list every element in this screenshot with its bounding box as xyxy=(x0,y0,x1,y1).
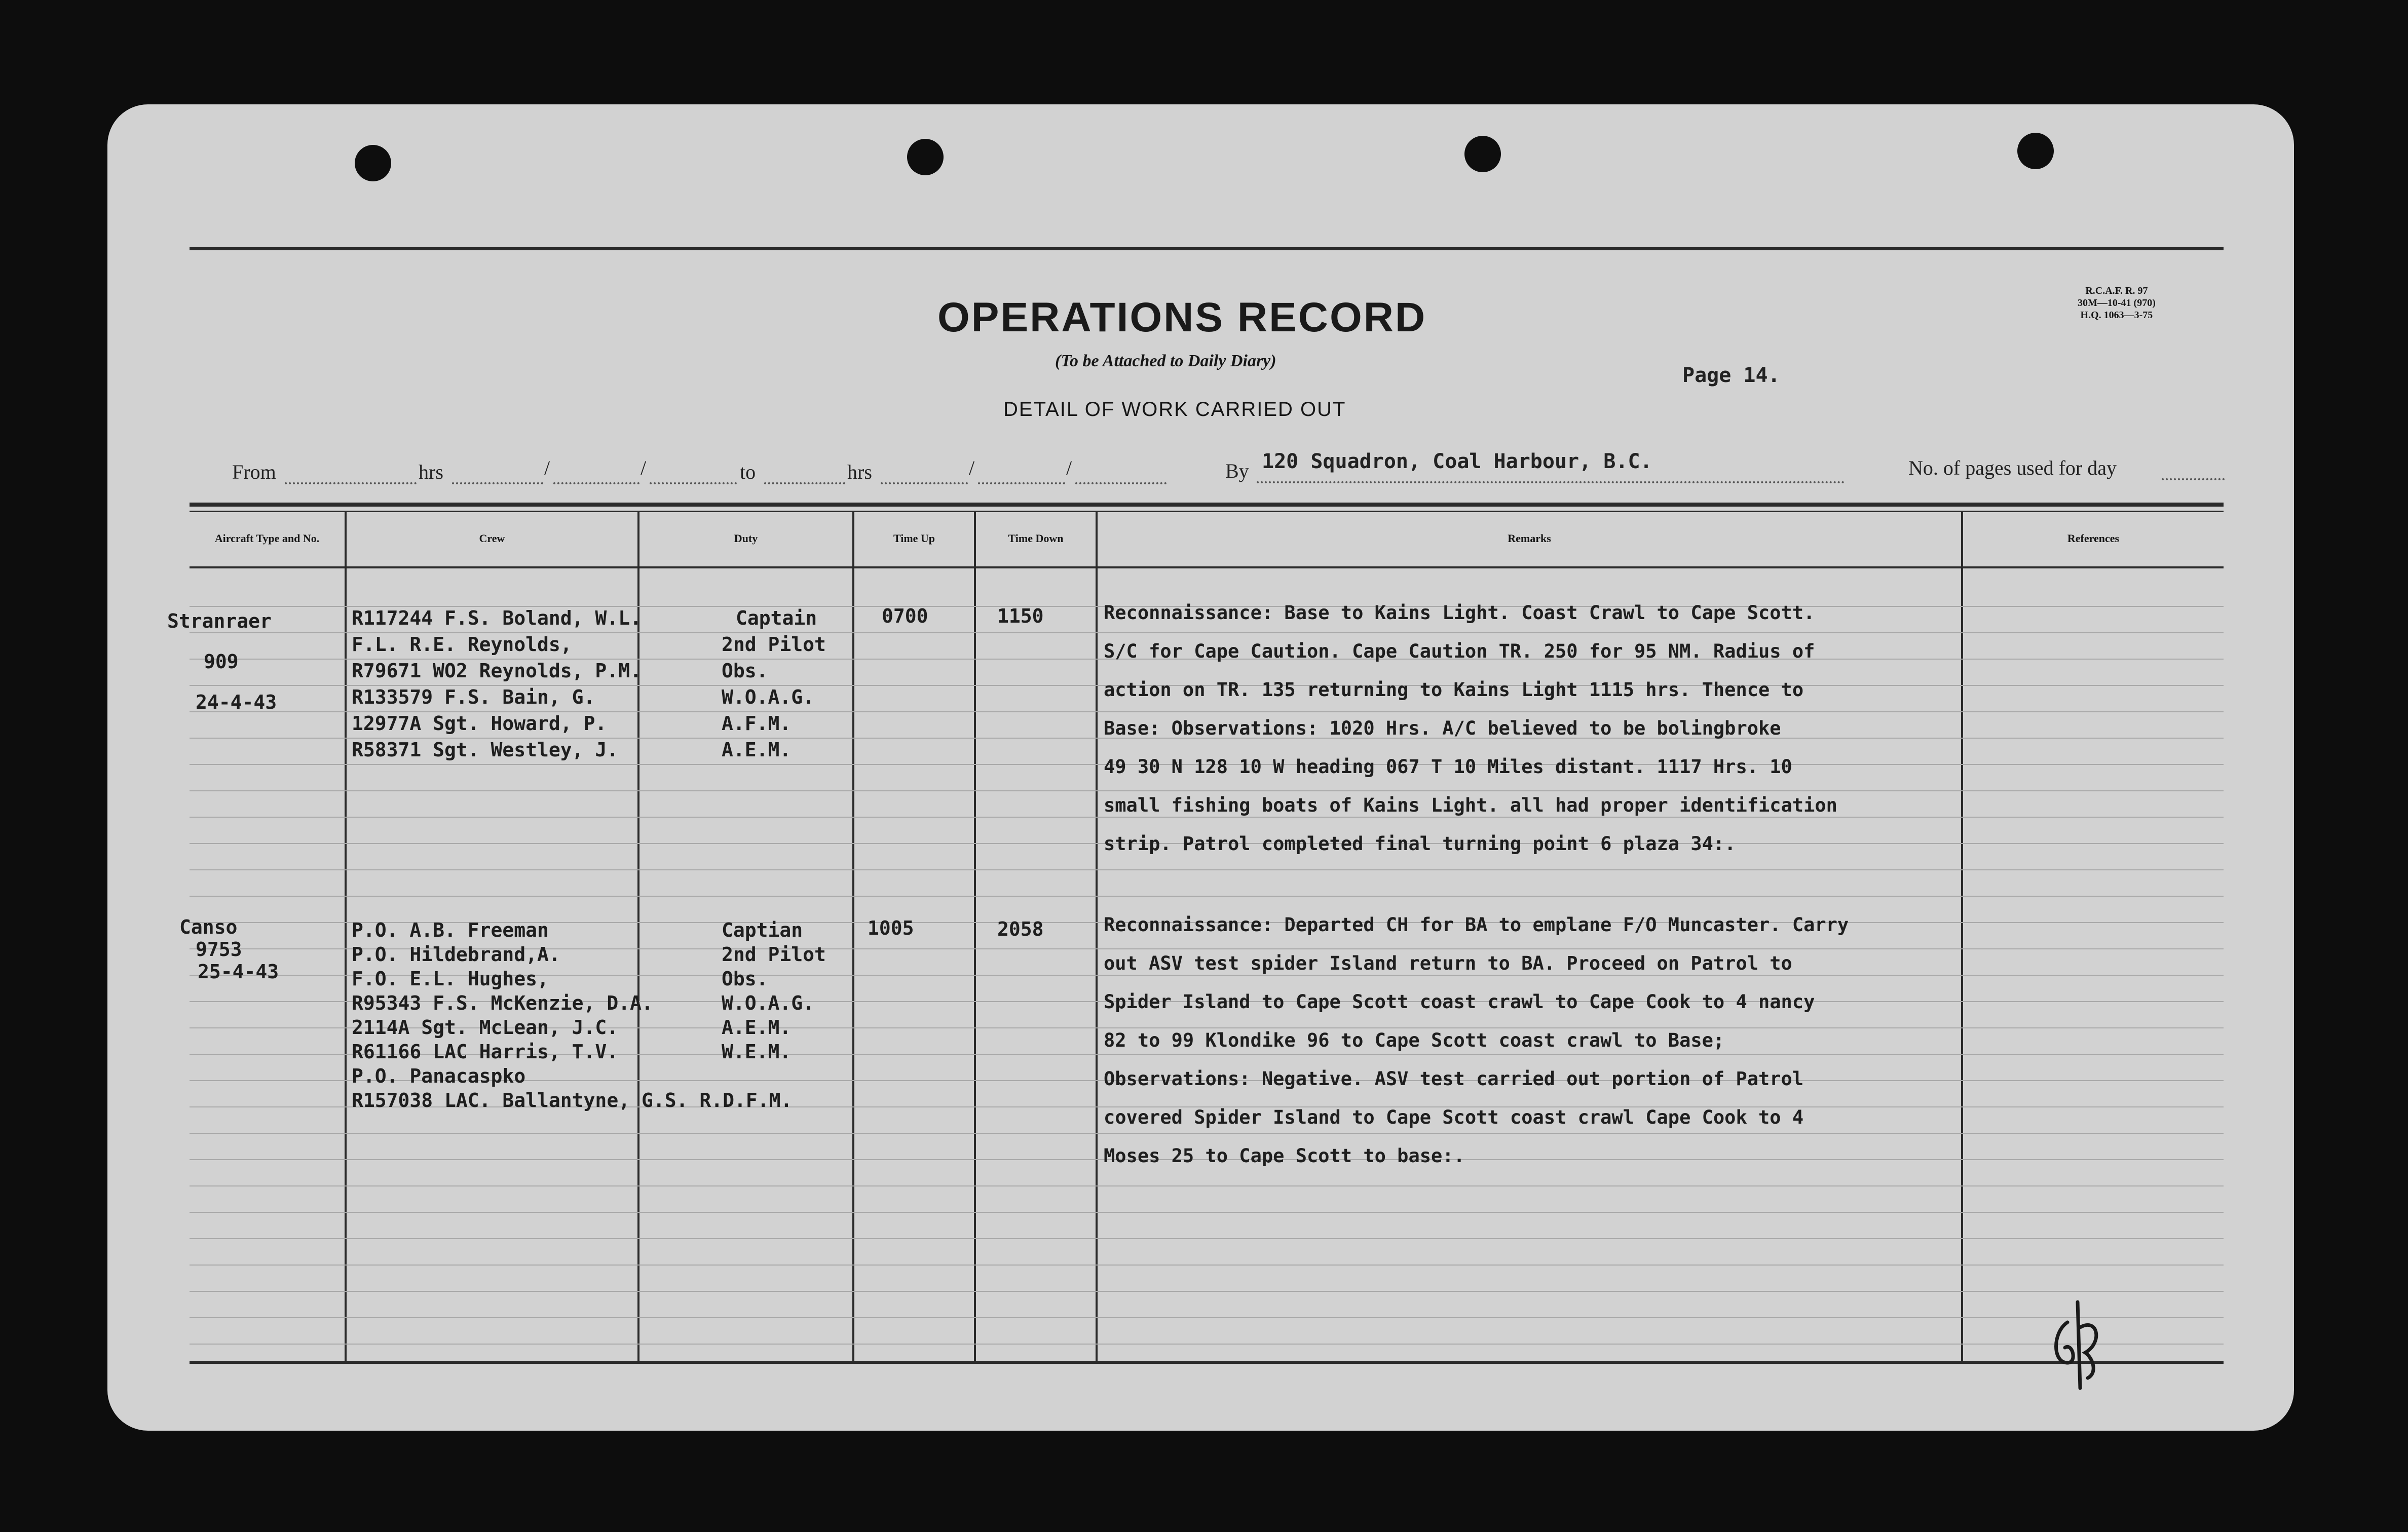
row-guide-line xyxy=(190,1238,2224,1239)
crew-member: R133579 F.S. Bain, G. xyxy=(352,686,595,708)
duty-cell xyxy=(722,918,826,1064)
column-divider xyxy=(1961,511,1963,1362)
crew-member: R61166 LAC Harris, T.V. xyxy=(352,1041,619,1063)
remark-line: 49 30 N 128 10 W heading 067 T 10 Miles distant. 1117 Hrs. 10 xyxy=(1104,756,1792,778)
by-dots xyxy=(1257,481,1845,483)
row-guide-line xyxy=(190,1317,2224,1318)
crew-member: P.O. Panacaspko xyxy=(352,1065,526,1087)
column-divider xyxy=(974,511,976,1362)
crew-member: R79671 WO2 Reynolds, P.M. xyxy=(352,660,642,682)
hrs2-dots xyxy=(881,482,968,484)
pages-label: No. of pages used for day xyxy=(1908,456,2117,479)
detail-heading: DETAIL OF WORK CARRIED OUT xyxy=(1003,398,1346,420)
duty-item: 2nd Pilot xyxy=(722,633,826,656)
crew-member: P.O. A.B. Freeman xyxy=(352,919,549,941)
time-up: 0700 xyxy=(882,605,928,627)
duty-item: W.O.A.G. xyxy=(722,992,815,1014)
signature-mark xyxy=(2037,1287,2118,1398)
duty-item: A.E.M. xyxy=(722,1016,792,1039)
to-dots xyxy=(764,482,845,484)
remark-line: S/C for Cape Caution. Cape Caution TR. 250 for 95 NM. Radius of xyxy=(1104,640,1815,662)
by-label: By xyxy=(1225,459,1249,482)
column-divider xyxy=(1096,511,1098,1362)
crew-member: P.O. Hildebrand,A. xyxy=(352,943,560,966)
aircraft-type: Stranraer xyxy=(167,610,272,632)
form-code-line: R.C.A.F. R. 97 xyxy=(2085,285,2148,296)
aircraft-number: 9753 xyxy=(196,938,242,961)
remark-line: out ASV test spider Island return to BA. Proceed on Patrol to xyxy=(1104,952,1792,974)
row-guide-line xyxy=(190,1344,2224,1345)
time-up: 1005 xyxy=(868,917,914,939)
crew-member: 2114A Sgt. McLean, J.C. xyxy=(352,1016,619,1039)
column-header: References xyxy=(2067,532,2120,545)
page-number: Page 14. xyxy=(1682,364,1780,387)
duty-item: Captain xyxy=(736,607,817,629)
pages-dots xyxy=(2162,478,2225,480)
row-guide-line xyxy=(190,1291,2224,1292)
date-dots xyxy=(553,482,639,484)
crew-cell xyxy=(352,605,642,763)
aircraft-cell xyxy=(167,601,277,722)
duty-item: 2nd Pilot xyxy=(722,943,826,966)
from-dots xyxy=(285,482,417,484)
duty-item: W.E.M. xyxy=(722,1041,792,1063)
remark-line: 82 to 99 Klondike 96 to Cape Scott coast crawl to Base; xyxy=(1104,1029,1725,1051)
remarks-cell xyxy=(1104,906,1849,1175)
row-guide-line xyxy=(190,1212,2224,1213)
duty-item: Obs. xyxy=(722,660,768,682)
table-top-rule xyxy=(190,503,2224,507)
punch-hole-icon xyxy=(355,145,391,181)
remark-line: Spider Island to Cape Scott coast crawl to Cape Cook to 4 nancy xyxy=(1104,991,1815,1013)
form-code-line: H.Q. 1063—3-75 xyxy=(2080,310,2153,321)
remark-line: Moses 25 to Cape Scott to base:. xyxy=(1104,1145,1465,1167)
remark-line: covered Spider Island to Cape Scott coast crawl Cape Cook to 4 xyxy=(1104,1106,1804,1128)
table-bottom-rule xyxy=(190,1361,2224,1364)
by-value: 120 Squadron, Coal Harbour, B.C. xyxy=(1262,450,1652,473)
column-header: Time Down xyxy=(1008,532,1064,545)
column-header: Duty xyxy=(734,532,758,545)
header-bottom-rule xyxy=(190,566,2224,568)
table-top-rule-thin xyxy=(190,511,2224,512)
column-header: Aircraft Type and No. xyxy=(214,532,320,545)
date-separator: / xyxy=(1066,456,1072,479)
remark-line: Reconnaissance: Base to Kains Light. Coast Crawl to Cape Scott. xyxy=(1104,602,1815,624)
form-code xyxy=(2078,285,2156,321)
top-rule xyxy=(190,247,2224,250)
date-separator: / xyxy=(969,456,975,479)
aircraft-number: 909 xyxy=(204,650,239,673)
duty-item: A.E.M. xyxy=(722,739,792,761)
remark-line: small fishing boats of Kains Light. all had proper identification xyxy=(1104,794,1837,816)
column-header: Crew xyxy=(479,532,505,545)
row-guide-line xyxy=(190,1265,2224,1266)
row-guide-line xyxy=(190,869,2224,870)
date-separator: / xyxy=(641,456,647,479)
crew-member: 12977A Sgt. Howard, P. xyxy=(352,712,607,735)
date-dots xyxy=(978,482,1065,484)
aircraft-type: Canso xyxy=(179,916,238,938)
crew-member: F.L. R.E. Reynolds, xyxy=(352,633,572,656)
crew-member: R58371 Sgt. Westley, J. xyxy=(352,739,619,761)
remark-line: strip. Patrol completed final turning point 6 plaza 34:. xyxy=(1104,833,1736,855)
remark-line: action on TR. 135 returning to Kains Light 1115 hrs. Thence to xyxy=(1104,679,1804,701)
time-down: 1150 xyxy=(997,605,1044,627)
remark-line: Base: Observations: 1020 Hrs. A/C believed to be bolingbroke xyxy=(1104,717,1781,739)
row-guide-line xyxy=(190,1185,2224,1186)
duty-item: W.O.A.G. xyxy=(722,686,815,708)
time-down: 2058 xyxy=(997,918,1044,940)
hrs-label: hrs xyxy=(419,461,443,483)
duty-item: A.F.M. xyxy=(722,712,792,735)
column-header: Remarks xyxy=(1508,532,1551,545)
page-title: OPERATIONS RECORD xyxy=(937,294,1427,340)
crew-member: F.O. E.L. Hughes, xyxy=(352,968,549,990)
remark-line: Observations: Negative. ASV test carried out portion of Patrol xyxy=(1104,1068,1804,1090)
column-divider xyxy=(852,511,854,1362)
column-divider xyxy=(345,511,347,1362)
duty-item: Captian xyxy=(722,919,803,941)
crew-member: R95343 F.S. McKenzie, D.A. xyxy=(352,992,653,1014)
hrs2-label: hrs xyxy=(847,461,872,483)
aircraft-date: 24-4-43 xyxy=(196,691,277,713)
punch-hole-icon xyxy=(1464,136,1501,172)
page-subtitle: (To be Attached to Daily Diary) xyxy=(1055,352,1276,370)
remark-line: Reconnaissance: Departed CH for BA to emplane F/O Muncaster. Carry xyxy=(1104,914,1849,936)
remarks-cell xyxy=(1104,594,1837,863)
hrs-dots xyxy=(452,482,543,484)
date-dots xyxy=(1075,482,1167,484)
form-code-line: 30M—10-41 (970) xyxy=(2078,297,2156,309)
row-guide-line xyxy=(190,896,2224,897)
to-label: to xyxy=(740,461,756,483)
from-label: From xyxy=(232,461,276,483)
crew-member: R117244 F.S. Boland, W.L. xyxy=(352,607,642,629)
date-dots xyxy=(650,482,737,484)
punch-hole-icon xyxy=(907,139,944,175)
duty-cell xyxy=(722,605,826,763)
aircraft-cell xyxy=(179,916,279,983)
duty-item: Obs. xyxy=(722,968,768,990)
crew-member: R157038 LAC. Ballantyne, G.S. R.D.F.M. xyxy=(352,1089,793,1112)
column-header: Time Up xyxy=(893,532,935,545)
aircraft-date: 25-4-43 xyxy=(198,961,279,983)
date-separator: / xyxy=(544,456,550,479)
punch-hole-icon xyxy=(2017,133,2054,169)
